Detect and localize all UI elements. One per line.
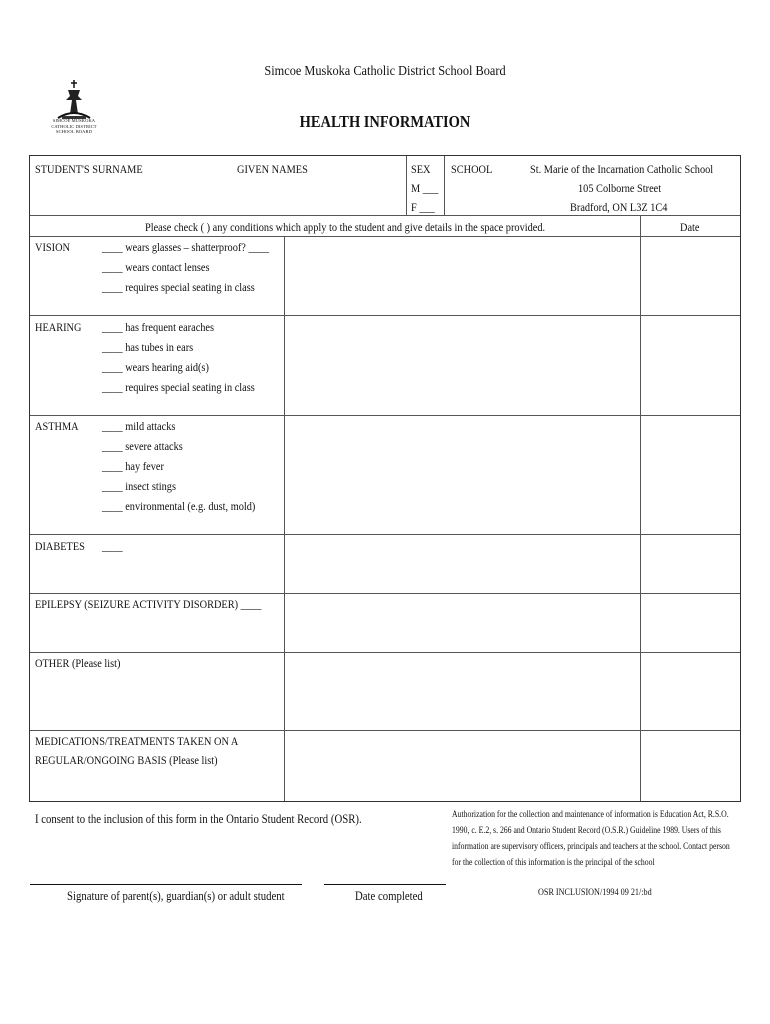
medications-label-line1: MEDICATIONS/TREATMENTS TAKEN ON A <box>35 734 239 748</box>
vision-item[interactable]: ____ wears contact lenses <box>102 260 210 274</box>
school-name: St. Marie of the Incarnation Catholic School <box>530 162 714 176</box>
school-label: SCHOOL <box>451 162 493 176</box>
sex-label: SEX <box>411 162 431 176</box>
asthma-item[interactable]: ____ mild attacks <box>102 419 176 433</box>
school-street: 105 Colborne Street <box>578 181 662 195</box>
instructions-text: Please check ( ) any conditions which apply to the student and give details in the space provided. <box>145 220 546 234</box>
medications-details-field[interactable] <box>286 732 638 800</box>
diabetes-label: DIABETES <box>35 539 85 553</box>
other-label: OTHER (Please list) <box>35 656 121 670</box>
medications-label-line2: REGULAR/ONGOING BASIS (Please list) <box>35 753 218 767</box>
given-names-label: GIVEN NAMES <box>237 162 308 176</box>
school-city: Bradford, ON L3Z 1C4 <box>570 200 668 214</box>
authorization-line: 1990, c. E.2, s. 266 and Ontario Student Record (O.S.R.) Guideline 1989. Users of this <box>452 825 721 835</box>
diabetes-date-field[interactable] <box>642 536 738 592</box>
vision-details-field[interactable] <box>286 238 638 314</box>
asthma-label: ASTHMA <box>35 419 79 433</box>
sex-f-field[interactable]: F ___ <box>411 200 435 214</box>
authorization-line: for the collection of this information is the principal of the school <box>452 857 655 867</box>
logo-text: SIMCOE MUSKOKA CATHOLIC DISTRICT SCHOOL BOARD <box>51 118 97 134</box>
other-date-field[interactable] <box>642 654 738 729</box>
board-name: Simcoe Muskoka Catholic District School Board <box>264 64 506 79</box>
asthma-item[interactable]: ____ severe attacks <box>102 439 183 453</box>
diabetes-details-field[interactable] <box>286 536 638 592</box>
health-form-table <box>29 155 741 802</box>
signature-line[interactable] <box>30 884 302 885</box>
epilepsy-details-field[interactable] <box>286 595 638 651</box>
hearing-item[interactable]: ____ requires special seating in class <box>102 380 255 394</box>
vision-label: VISION <box>35 240 70 254</box>
consent-text: I consent to the inclusion of this form in the Ontario Student Record (OSR). <box>35 812 362 826</box>
authorization-line: Authorization for the collection and maintenance of information is Education Act, R.S.O. <box>452 809 729 819</box>
page-title: HEALTH INFORMATION <box>299 112 471 131</box>
epilepsy-date-field[interactable] <box>642 595 738 651</box>
date-completed-line[interactable] <box>324 884 446 885</box>
vision-item[interactable]: ____ wears glasses – shatterproof? ____ <box>102 240 270 254</box>
sex-m-field[interactable]: M ___ <box>411 181 439 195</box>
other-details-field[interactable] <box>286 654 638 729</box>
surname-label: STUDENT'S SURNAME <box>35 162 143 176</box>
signature-label: Signature of parent(s), guardian(s) or adult student <box>67 889 285 903</box>
medications-date-field[interactable] <box>642 732 738 800</box>
hearing-item[interactable]: ____ wears hearing aid(s) <box>102 360 209 374</box>
authorization-line: information are supervisory officers, principals and teachers at the school. Contact person <box>452 841 730 851</box>
date-column-label: Date <box>680 220 700 234</box>
asthma-details-field[interactable] <box>286 417 638 533</box>
epilepsy-label[interactable]: EPILEPSY (SEIZURE ACTIVITY DISORDER) ____ <box>35 597 262 611</box>
asthma-item[interactable]: ____ hay fever <box>102 459 164 473</box>
asthma-date-field[interactable] <box>642 417 738 533</box>
asthma-item[interactable]: ____ environmental (e.g. dust, mold) <box>102 499 256 513</box>
hearing-label: HEARING <box>35 320 82 334</box>
date-completed-label: Date completed <box>355 889 423 903</box>
osr-code: OSR INCLUSION/1994 09 21/:bd <box>538 888 652 898</box>
asthma-item[interactable]: ____ insect stings <box>102 479 176 493</box>
hearing-item[interactable]: ____ has tubes in ears <box>102 340 194 354</box>
diabetes-check[interactable]: ____ <box>102 539 123 553</box>
hearing-date-field[interactable] <box>642 317 738 414</box>
vision-date-field[interactable] <box>642 238 738 314</box>
hearing-details-field[interactable] <box>286 317 638 414</box>
vision-item[interactable]: ____ requires special seating in class <box>102 280 255 294</box>
hearing-item[interactable]: ____ has frequent earaches <box>102 320 215 334</box>
